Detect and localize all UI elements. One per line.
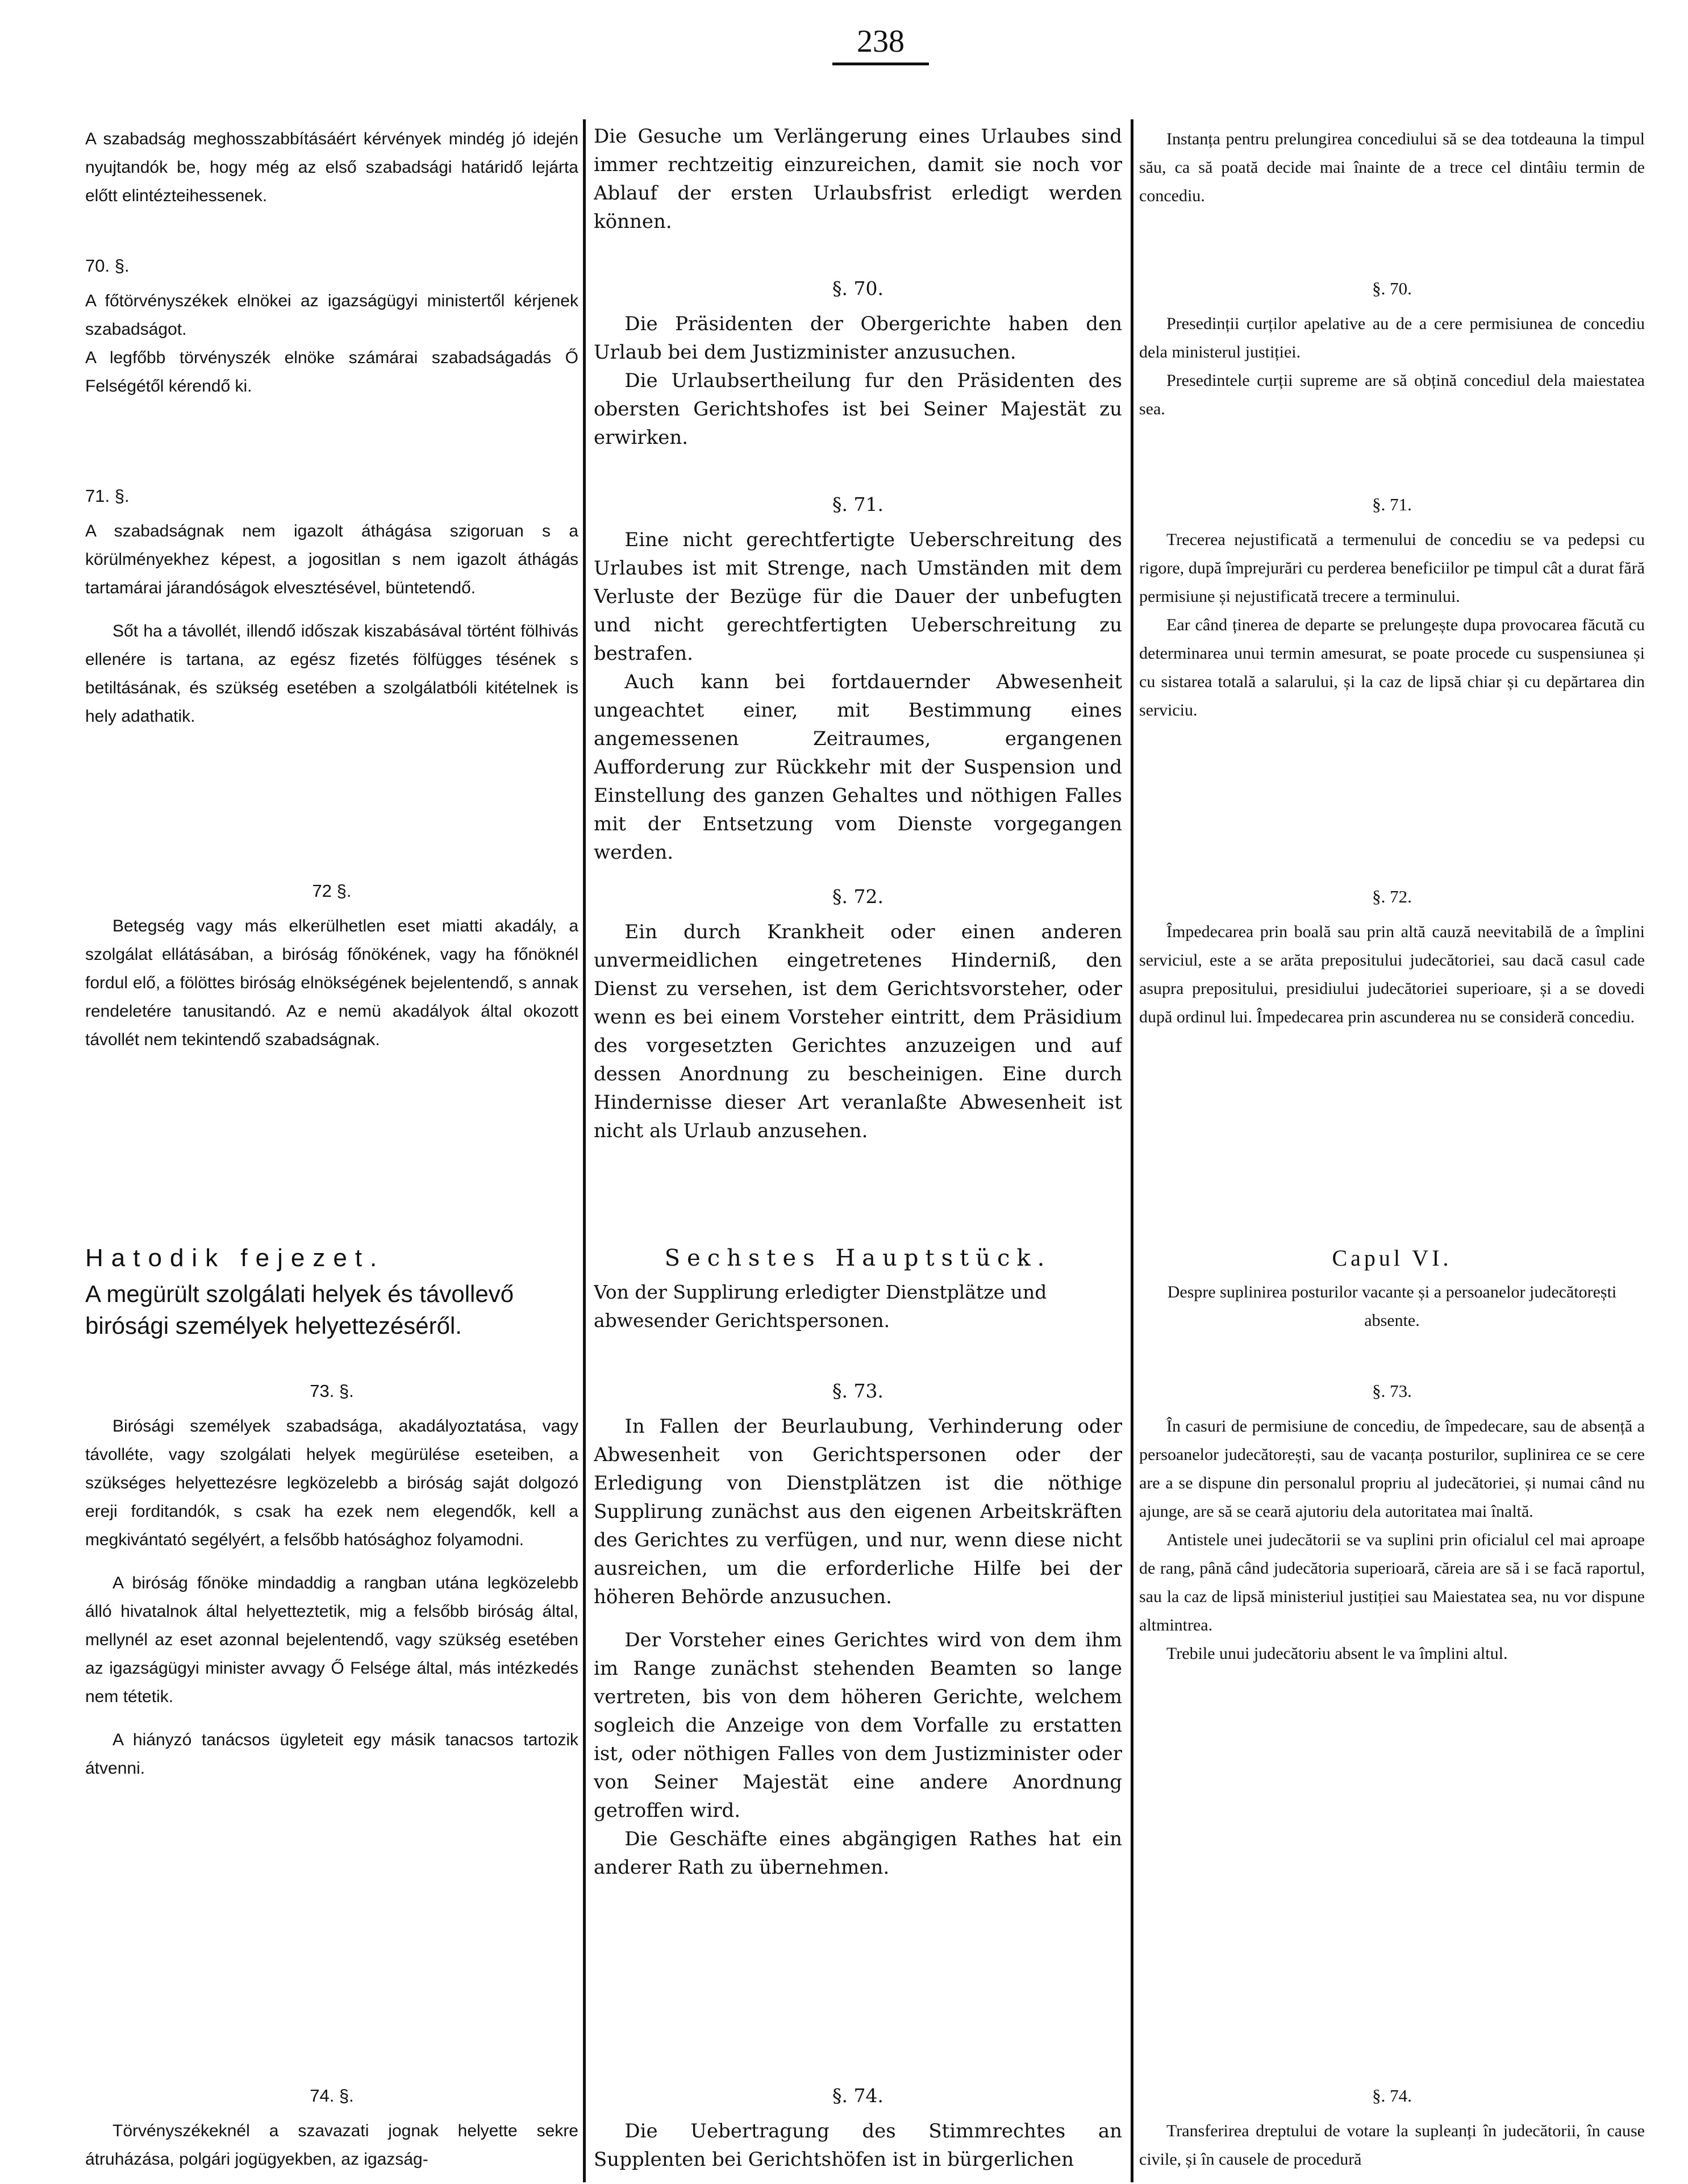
- de-s72-paragraph-1: Ein durch Krankheit oder einen anderen unvermeidlichen eingetretenes Hinderniß, den Dienst zu versehen, ist dem Gerichtsvorsteher, oder wenn es bei einem Vorsteher eintritt, dem Präsidium des vorgesetzten Gerichtes anzuzeigen und auf dessen Anordnung zu bescheinigen. Eine durch Hindernisse dieser Art veranlaßte Abwesenheit ist nicht als Urlaub anzusehen.: [594, 921, 1122, 1142]
- ro-s73-paragraph-3: Trebile unui judecătoriu absent le va împlini altul.: [1166, 1644, 1508, 1663]
- ro-intro: [1139, 125, 1645, 210]
- hu-s70-paragraph-2: A legfőbb törvényszék elnöke számárai szabadságadás Ő Felségétől kérendő ki.: [85, 348, 578, 396]
- ro-section-74: [1139, 2083, 1645, 2174]
- gap: [85, 1711, 578, 1726]
- ro-chapter-title: Capul VI.: [1332, 1245, 1452, 1271]
- de-chapter-heading: [594, 1242, 1122, 1335]
- ro-s71-number: §. 71.: [1372, 494, 1412, 514]
- ro-s74-paragraph-1: Transferirea dreptului de votare la supleanți în judecătorii, în cause civile, și în causele de procedură: [1139, 2121, 1645, 2169]
- ro-chapter-subtitle: Despre suplinirea posturilor vacante și a persoanelor judecătorești absente.: [1167, 1283, 1617, 1330]
- de-s73-paragraph-2: Der Vorsteher eines Gerichtes wird von dem ihm im Range zunächst stehenden Beamten so lange vertreten, bis von dem höheren Gerichte, welchem sogleich die Anzeige von dem Vorfalle zu erstatten ist, oder nöthigen Falles von dem Justizminister oder von Seiner Majestät eine andere Anordnung getroffen wird.: [594, 1629, 1122, 1822]
- hu-section-73: [85, 1378, 578, 1783]
- de-s71-number: §. 71.: [832, 493, 883, 515]
- ro-section-71: [1139, 492, 1645, 725]
- hu-s70-paragraph-1: A főtörvényszékek elnökei az igazságügyi ministertől kérjenek szabadságot.: [85, 292, 578, 339]
- de-section-71: [594, 492, 1122, 867]
- hu-s71-number: 71. §.: [85, 486, 130, 506]
- ro-section-72: [1139, 884, 1645, 1031]
- de-s70-paragraph-1: Die Präsidenten der Obergerichte haben den Urlaub bei dem Justizminister anzusuchen.: [594, 313, 1122, 364]
- de-chapter-title: Sechstes Hauptstück.: [664, 1245, 1052, 1271]
- column-divider-left: [583, 119, 586, 2182]
- hu-s72-number: 72 §.: [312, 881, 352, 901]
- gap: [85, 1554, 578, 1569]
- hu-s73-number: 73. §.: [310, 1381, 354, 1401]
- de-s74-paragraph-1: Die Uebertragung des Stimmrechtes an Supplenten bei Gerichtshöfen ist in bürgerlichen: [594, 2120, 1122, 2171]
- ro-chapter-heading: [1139, 1242, 1645, 1335]
- hu-s73-paragraph-1: Birósági személyek szabadsága, akadályoztatása, vagy távolléte, vagy szolgálati helyek megürülése eseteiben, a szükséges helyettezésre legközelebb a biróság saját dolgozó ereji forditandók, s csak ha ezek nem elegendők, kell a megkivántató segélyért, a felsőbb hatósághoz folyamodni.: [85, 1417, 578, 1549]
- de-section-74: [594, 2083, 1122, 2174]
- ro-s70-paragraph-1: Presedinții curților apelative au de a cere permisiunea de concediu dela ministerul justiției.: [1139, 314, 1645, 361]
- hu-chapter-heading: [85, 1242, 578, 1342]
- de-s73-number: §. 73.: [832, 1380, 883, 1402]
- hu-s71-paragraph-2: Sőt ha a távollét, illendő időszak kiszabásával történt fölhivás ellenére is tartana, az egész fizetés fölfügges tésének s betiltásának, és szükség esetében a szolgálatbóli kitételnek is hely adathatik.: [85, 622, 578, 726]
- page-number-rule: [832, 63, 929, 65]
- de-section-72: [594, 884, 1122, 1145]
- ro-s73-paragraph-2: Antistele unei judecătorii se va suplini prin oficialul cel mai aproape de rang, până când judecătoria superioară, căreia are să i se facă raportul, sau la caz de lipsă ministeriul justiției sau Maiestatea sea, nu vor dispune altmintrea.: [1139, 1530, 1645, 1634]
- page-number: 238: [857, 24, 905, 59]
- hu-section-72: [85, 878, 578, 1054]
- de-s70-paragraph-2: Die Urlaubsertheilung fur den Präsidenten des obersten Gerichtshofes ist bei Seiner Majestät zu erwirken.: [594, 369, 1122, 449]
- ro-section-73: [1139, 1378, 1645, 1668]
- ro-s72-paragraph-1: Împedecarea prin boală sau prin altă cauză neevitabilă de a împlini serviciul, este a se arăta prepositului judecătoriei, sau dacă casul cade asupra prepositului, presidiului judecătoriei superioare, și a se dovedi după ordinul lui. Împedecarea prin ascunderea nu se consideră concediu.: [1139, 922, 1645, 1026]
- de-s74-number: §. 74.: [832, 2085, 883, 2107]
- de-s73-paragraph-1: In Fallen der Beurlaubung, Verhinderung oder Abwesenheit von Gerichtspersonen oder der Erledigung von Dienstplätzen ist die nöthige Supplirung zunächst aus den eigenen Arbeitskräften des Gerichtes zu verfügen, und nur, wenn diese nicht ausreichen, um die erforderliche Hilfe bei der höheren Behörde anzusuchen.: [594, 1415, 1122, 1608]
- ro-section-70: [1139, 276, 1645, 423]
- ro-s70-paragraph-2: Presedintele curții supreme are să obțină concediul dela maiestatea sea.: [1139, 371, 1645, 418]
- hu-s71-paragraph-1: A szabadságnak nem igazolt áthágása szigoruan s a körülményekhez képest, a jogositlan s nem igazolt áthágás tartamárai járandóságok elvesztésével, büntetendő.: [85, 522, 578, 597]
- ro-s71-paragraph-2: Ear când ținerea de departe se prelungește dupa provocarea făcută cu determinarea unui termin amesurat, se poate procede cu suspensiunea și cu sistarea totală a salarului, și la caz de lipsă chiar și cu depărtarea din serviciu.: [1139, 615, 1645, 719]
- de-intro: [594, 122, 1122, 236]
- ro-s72-number: §. 72.: [1372, 887, 1412, 906]
- hu-chapter-title: Hatodik fejezet.: [85, 1244, 385, 1272]
- de-s70-number: §. 70.: [832, 277, 883, 299]
- hungarian-column: [85, 114, 578, 2182]
- hu-section-71: [85, 483, 578, 731]
- de-s71-paragraph-2: Auch kann bei fortdauernder Abwesenheit ungeachtet einer, mit Bestimmung eines angemessenen Zeitraumes, ergangenen Aufforderung zur Rückkehr mit der Suspension und Einstellung des ganzen Gehaltes und nöthigen Falles mit der Entsetzung vom Dienste vorgegangen werden.: [594, 671, 1122, 864]
- ro-intro-text: Instanța pentru prelungirea concediului să se dea totdeauna la timpul său, ca să poată decide mai înainte de a trece cel dintâiu termin de concediu.: [1139, 130, 1645, 205]
- hu-section-70: [85, 253, 578, 401]
- hu-s74-paragraph-1: Törvényszékeknél a szavazati jognak helyette sekre átruházása, polgári jogügyekben, az igazság-: [85, 2121, 578, 2169]
- de-chapter-subtitle: Von der Supplirung erledigter Dienstplätze und abwesender Gerichtspersonen.: [594, 1281, 1047, 1332]
- hu-section-74: [85, 2083, 578, 2174]
- hu-s73-paragraph-2: A biróság főnöke mindaddig a rangban utána legközelebb álló hivatalnok által helyetteztetik, mig a felsőbb biróság által, mellynél az eset azonnal bejelentendő, vagy szükség esetében az igazságügyi minister avvagy Ő Felsége által, más intézkedés nem tétetik.: [85, 1574, 578, 1706]
- ro-s71-paragraph-1: Trecerea nejustificată a termenului de concediu se va pedepsi cu rigore, după împrejurări cu perderea beneficiilor pe timpul cât a durat fără permisiune și nejustificată trecere a terminului.: [1139, 530, 1645, 606]
- ro-s73-paragraph-1: În casuri de permisiune de concediu, de împedecare, sau de absență a persoanelor judecătorești, sau de vacanța posturilor, suplinirea ce se cere are a se dispune din personalul propriu al judecătoriei, și numai când nu ajunge, are să se ceară ajutoriu dela autoritatea mai înaltă.: [1139, 1417, 1645, 1521]
- hu-intro: [85, 125, 578, 210]
- ro-s70-number: §. 70.: [1372, 278, 1412, 298]
- de-s72-number: §. 72.: [832, 885, 883, 908]
- de-s73-paragraph-3: Die Geschäfte eines abgängigen Rathes hat ein anderer Rath zu übernehmen.: [594, 1828, 1122, 1879]
- hu-s73-paragraph-3: A hiányzó tanácsos ügyleteit egy másik tanacsos tartozik átvenni.: [85, 1730, 578, 1778]
- ro-s73-number: §. 73.: [1372, 1381, 1412, 1401]
- de-intro-text: Die Gesuche um Verlängerung eines Urlaubes sind immer rechtzeitig einzureichen, damit sie noch vor Ablauf der ersten Urlaubsfrist erledigt werden können.: [594, 125, 1122, 233]
- hu-s70-number: 70. §.: [85, 256, 130, 276]
- de-section-70: [594, 276, 1122, 452]
- gap: [594, 1611, 1122, 1626]
- de-s71-paragraph-1: Eine nicht gerechtfertigte Ueberschreitung des Urlaubes ist mit Strenge, nach Umständen mit dem Verluste der Bezüge für die Dauer der unbefugten und nicht gerechtfertigten Ueberschreitung zu bestrafen.: [594, 529, 1122, 665]
- gap: [85, 602, 578, 617]
- german-column: [594, 114, 1122, 2182]
- de-section-73: [594, 1378, 1122, 1882]
- column-divider-right: [1131, 119, 1133, 2182]
- ro-s74-number: §. 74.: [1372, 2086, 1412, 2106]
- hu-s74-number: 74. §.: [310, 2086, 354, 2106]
- romanian-column: [1139, 114, 1645, 2182]
- hu-s72-paragraph-1: Betegség vagy más elkerülhetlen eset miatti akadály, a szolgálat ellátásában, a biróság főnökének, vagy ha főnöknél fordul elő, a fölöttes biróság elnökségének bejelentendő, s annak rendeletére tanusitandó. Az e nemü akadályok által okozott távollét nem tekintendő szabadságnak.: [85, 917, 578, 1049]
- hu-intro-text: A szabadság meghosszabbításáért kérvények mindég jó idején nyujtandók be, hogy még az első szabadsági határidő lejárta előtt elintézteihessenek.: [85, 130, 578, 205]
- hu-chapter-subtitle: A megürült szolgálati helyek és távollevő birósági személyek helyettezéséről.: [85, 1280, 514, 1339]
